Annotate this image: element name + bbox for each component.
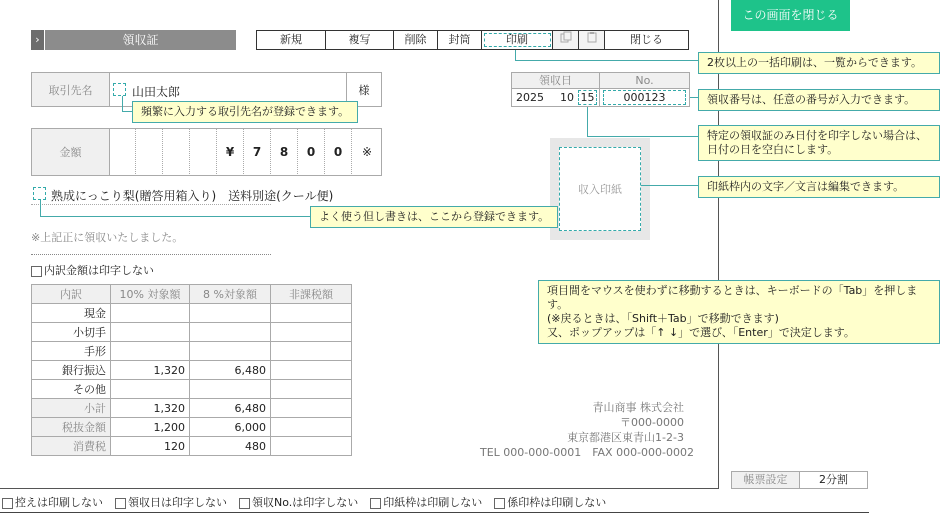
row-label: 小切手 (32, 323, 111, 342)
bottom-divider (0, 512, 869, 513)
connector-line (122, 96, 123, 111)
cell-8pct: 480 (190, 437, 271, 456)
form-settings-label: 帳票設定 (731, 471, 800, 489)
close-screen-button[interactable]: この画面を閉じる (731, 0, 850, 31)
cell-8pct[interactable] (190, 342, 271, 361)
table-row (32, 437, 352, 456)
amount-digit: 0 (298, 128, 325, 176)
callout-bulk-print: 2枚以上の一括印刷は、一覧からできます。 (698, 52, 940, 74)
checkbox-icon[interactable] (494, 498, 505, 509)
page-title: 領収証 (122, 33, 159, 47)
form-title-bar (31, 30, 236, 50)
form-settings-select[interactable]: 2分割 (799, 471, 868, 489)
cell-nontax[interactable] (271, 323, 352, 342)
cell-nontax[interactable] (271, 304, 352, 323)
option-label: 控えは印刷しない (15, 496, 103, 509)
option-no-date[interactable] (115, 494, 227, 510)
amount-digit: ¥ (217, 128, 244, 176)
cell-10pct[interactable] (111, 380, 190, 399)
new-button[interactable]: 新規 (257, 31, 326, 49)
number-label: No. (599, 72, 690, 89)
customer-label: 取引先名 (31, 72, 110, 107)
row-label: 小計 (32, 399, 111, 418)
row-label: その他 (32, 380, 111, 399)
connector-line (40, 200, 41, 216)
memo-underline (31, 204, 271, 205)
copy-button[interactable]: 複写 (326, 31, 394, 49)
callout-keyboard: 項目間をマウスを使わずに移動するときは、キーボードの「Tab」を押します。 (※戻るときは、「Shift＋Tab」で移動できます) 又、ポップアップは「↑ ↓」で選び、「Enter」で決定します。 (538, 280, 940, 344)
delete-button[interactable]: 削除 (394, 31, 438, 49)
callout-date: 特定の領収証のみ日付を印字しない場合は、 日付の日を空白にします。 (698, 125, 940, 161)
toolbar (256, 30, 689, 50)
issuer-company: 青山商事 株式会社 (592, 401, 684, 414)
date-label: 領収日 (511, 72, 600, 89)
table-header: 内訳 (32, 285, 111, 304)
connector-line (515, 60, 698, 61)
received-note: ※上記正に領収いたしました。 (31, 231, 184, 244)
cell-8pct: 6,480 (190, 399, 271, 418)
breakdown-no-print-checkbox[interactable] (31, 262, 154, 278)
amount-digit: 7 (244, 128, 271, 176)
option-label: 領収日は印字しない (128, 496, 227, 509)
cell-nontax (271, 399, 352, 418)
table-row (32, 304, 352, 323)
cell-8pct[interactable] (190, 304, 271, 323)
option-label: 印紙枠は印刷しない (383, 496, 483, 509)
issuer-block[interactable] (480, 400, 695, 460)
revenue-stamp-label[interactable]: 収入印紙 (559, 147, 641, 231)
row-label: 手形 (32, 342, 111, 361)
duplicate-icon[interactable] (553, 31, 579, 49)
amount-label: 金額 (31, 128, 110, 176)
option-label: 領収No.は印字しない (252, 496, 359, 509)
divider (31, 254, 271, 255)
cell-8pct[interactable]: 6,480 (190, 361, 271, 380)
connector-line (122, 111, 132, 112)
amount-digit (163, 128, 190, 176)
option-no-number[interactable] (239, 494, 358, 510)
cell-10pct[interactable] (111, 323, 190, 342)
connector-line (641, 185, 698, 186)
date-month[interactable]: 10 (560, 91, 574, 104)
table-header: 非課税額 (271, 285, 352, 304)
checkbox-icon[interactable] (239, 498, 250, 509)
checkbox-icon[interactable] (115, 498, 126, 509)
cell-10pct[interactable]: 1,320 (111, 361, 190, 380)
option-no-copy[interactable] (2, 494, 103, 510)
date-year[interactable]: 2025 (516, 91, 544, 104)
table-row (32, 361, 352, 380)
callout-memo: よく使う但し書きは、ここから登録できます。 (310, 206, 558, 228)
connector-line (587, 107, 588, 136)
checkbox-label: 内訳金額は印字しない (44, 264, 154, 277)
cell-10pct: 1,320 (111, 399, 190, 418)
cell-nontax[interactable] (271, 342, 352, 361)
option-label: 係印枠は印刷しない (507, 496, 607, 509)
cell-8pct: 6,000 (190, 418, 271, 437)
amount-mark: ※ (361, 145, 373, 159)
revenue-stamp-frame (550, 138, 650, 240)
breakdown-table (31, 284, 352, 456)
amount-digit: 8 (271, 128, 298, 176)
date-field (511, 88, 600, 107)
cell-8pct[interactable] (190, 323, 271, 342)
table-row (32, 323, 352, 342)
memo-picker-icon[interactable] (33, 187, 46, 200)
checkbox-icon[interactable] (370, 498, 381, 509)
date-day[interactable]: 15 (578, 90, 597, 105)
cell-nontax[interactable] (271, 361, 352, 380)
table-header: 8 %対象額 (190, 285, 271, 304)
connector-line (40, 216, 310, 217)
cell-10pct: 120 (111, 437, 190, 456)
print-options (2, 494, 606, 510)
number-field (599, 88, 690, 107)
chevron-right-icon[interactable]: › (31, 30, 45, 50)
amount-digit (109, 128, 136, 176)
table-row (32, 380, 352, 399)
amount-digit (136, 128, 163, 176)
table-row (32, 418, 352, 437)
print-button[interactable]: 印刷 (482, 31, 553, 49)
option-no-stamp[interactable] (370, 494, 482, 510)
connector-line (690, 97, 698, 98)
row-label: 消費税 (32, 437, 111, 456)
customer-name-value: 山田太郎 (132, 85, 181, 99)
connector-line (515, 50, 516, 60)
callout-stamp: 印紙枠内の文字／文言は編集できます。 (698, 176, 940, 198)
envelope-button[interactable]: 封筒 (438, 31, 482, 49)
paste-icon[interactable] (579, 31, 605, 49)
connector-line (587, 136, 698, 137)
cell-nontax (271, 418, 352, 437)
table-row (32, 399, 352, 418)
honorific-label: 様 (346, 72, 382, 107)
amount-digit (190, 128, 217, 176)
table-header: 10% 対象額 (111, 285, 190, 304)
close-button[interactable]: 閉じる (605, 31, 688, 49)
cell-10pct[interactable] (111, 342, 190, 361)
checkbox-icon[interactable] (31, 266, 42, 277)
option-no-seal[interactable] (494, 494, 606, 510)
issuer-address: 東京都港区東青山1-2-3 (567, 431, 684, 444)
customer-picker-icon[interactable] (113, 83, 126, 96)
row-label: 現金 (32, 304, 111, 323)
table-header-row (32, 285, 352, 304)
issuer-tel-fax: TEL 000-000-0001 FAX 000-000-0002 (480, 446, 695, 459)
cell-nontax (271, 437, 352, 456)
amount-digit: 0 (325, 128, 352, 176)
table-row (32, 342, 352, 361)
cell-10pct[interactable] (111, 304, 190, 323)
row-label: 銀行振込 (32, 361, 111, 380)
cell-8pct[interactable] (190, 380, 271, 399)
issuer-zip: 〒000-0000 (620, 416, 684, 429)
memo-text[interactable]: 熟成にっこり梨(贈答用箱入り) 送料別途(クール便) (51, 189, 334, 203)
row-label: 税抜金額 (32, 418, 111, 437)
cell-10pct: 1,200 (111, 418, 190, 437)
cell-nontax[interactable] (271, 380, 352, 399)
callout-number: 領収番号は、任意の番号が入力できます。 (698, 89, 940, 111)
checkbox-icon[interactable] (2, 498, 13, 509)
receipt-number-input[interactable]: 000123 (603, 90, 686, 105)
callout-customer: 頻繁に入力する取引先名が登録できます。 (132, 101, 358, 123)
